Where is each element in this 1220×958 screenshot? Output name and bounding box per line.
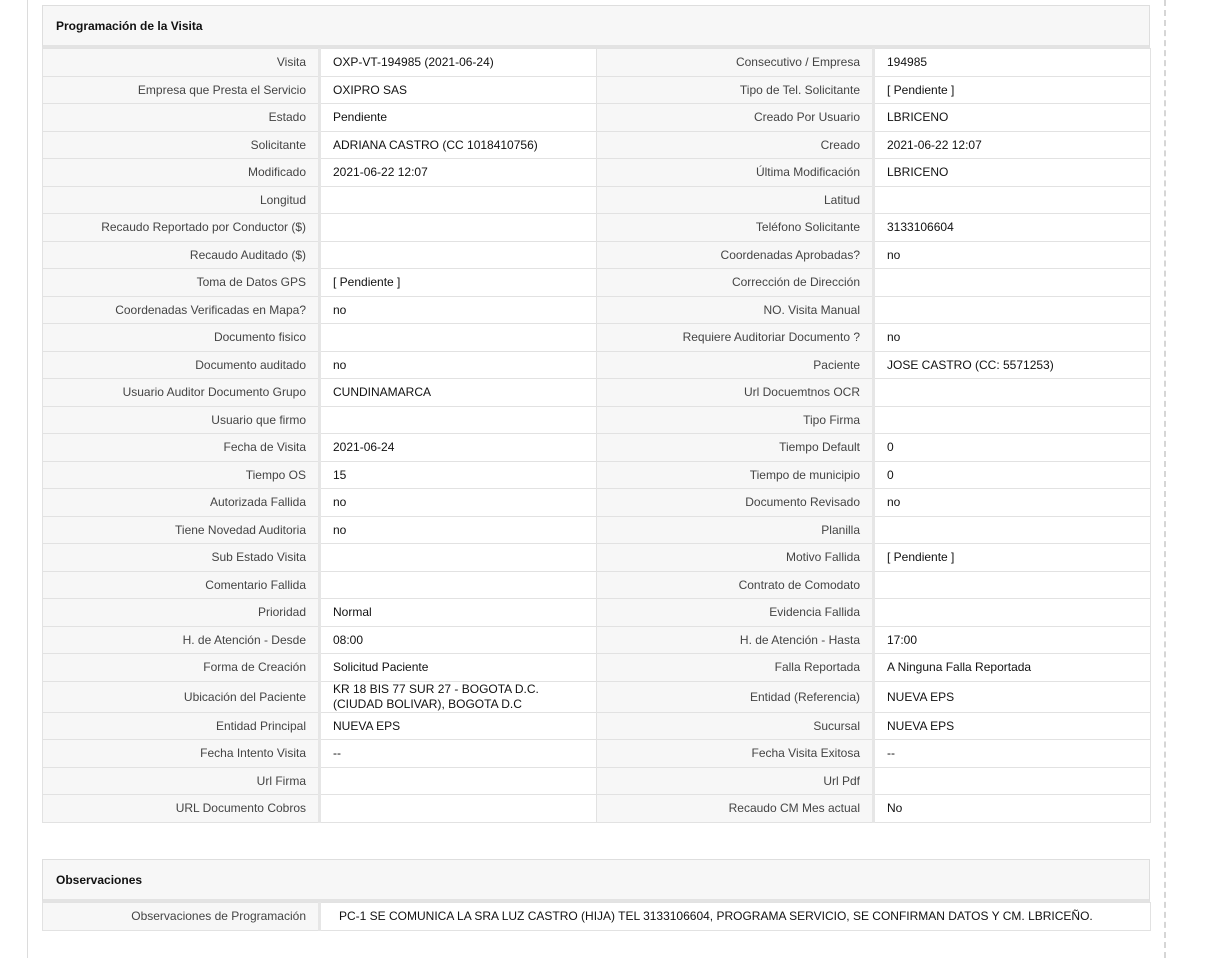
field-label: Latitud bbox=[597, 186, 874, 214]
field-label: Consecutivo / Empresa bbox=[597, 49, 874, 77]
field-label: Prioridad bbox=[43, 599, 320, 627]
field-value: 2021-06-24 bbox=[320, 434, 597, 462]
table-row bbox=[43, 214, 1151, 242]
field-value: NUEVA EPS bbox=[320, 712, 597, 740]
field-label: Creado Por Usuario bbox=[597, 104, 874, 132]
field-value bbox=[320, 186, 597, 214]
field-label: Entidad Principal bbox=[43, 712, 320, 740]
table-row bbox=[43, 351, 1151, 379]
field-label: Falla Reportada bbox=[597, 654, 874, 682]
table-row bbox=[43, 434, 1151, 462]
field-value: KR 18 BIS 77 SUR 27 - BOGOTA D.C. (CIUDAD BOLIVAR), BOGOTA D.C bbox=[320, 681, 597, 712]
field-value: NUEVA EPS bbox=[874, 712, 1151, 740]
field-label: Motivo Fallida bbox=[597, 544, 874, 572]
observations-table bbox=[42, 902, 1151, 931]
field-label: Planilla bbox=[597, 516, 874, 544]
table-row bbox=[43, 241, 1151, 269]
field-label: Paciente bbox=[597, 351, 874, 379]
field-value: -- bbox=[320, 740, 597, 768]
field-label: Visita bbox=[43, 49, 320, 77]
field-label: Contrato de Comodato bbox=[597, 571, 874, 599]
field-value: OXP-VT-194985 (2021-06-24) bbox=[320, 49, 597, 77]
field-label: Documento Revisado bbox=[597, 489, 874, 517]
table-row bbox=[43, 516, 1151, 544]
field-value: LBRICENO bbox=[874, 104, 1151, 132]
field-value: 2021-06-22 12:07 bbox=[874, 131, 1151, 159]
field-value: CUNDINAMARCA bbox=[320, 379, 597, 407]
field-value bbox=[320, 406, 597, 434]
field-value bbox=[320, 241, 597, 269]
field-value: Normal bbox=[320, 599, 597, 627]
field-value bbox=[874, 516, 1151, 544]
field-value: No bbox=[874, 795, 1151, 823]
visit-schedule-panel bbox=[42, 5, 1150, 823]
field-label: Recaudo Auditado ($) bbox=[43, 241, 320, 269]
field-value: Pendiente bbox=[320, 104, 597, 132]
field-value: -- bbox=[874, 740, 1151, 768]
table-row bbox=[43, 76, 1151, 104]
table-row bbox=[43, 489, 1151, 517]
field-value bbox=[320, 544, 597, 572]
field-value: [ Pendiente ] bbox=[320, 269, 597, 297]
table-row bbox=[43, 379, 1151, 407]
field-label: Requiere Auditoriar Documento ? bbox=[597, 324, 874, 352]
field-value: ADRIANA CASTRO (CC 1018410756) bbox=[320, 131, 597, 159]
page-left-border bbox=[27, 0, 28, 958]
visit-schedule-title: Programación de la Visita bbox=[42, 5, 1150, 48]
table-row bbox=[43, 296, 1151, 324]
field-label: Forma de Creación bbox=[43, 654, 320, 682]
field-value: 17:00 bbox=[874, 626, 1151, 654]
field-label: Coordenadas Verificadas en Mapa? bbox=[43, 296, 320, 324]
field-label: Teléfono Solicitante bbox=[597, 214, 874, 242]
field-label: Sub Estado Visita bbox=[43, 544, 320, 572]
field-value: no bbox=[320, 296, 597, 324]
field-value: no bbox=[320, 351, 597, 379]
table-row bbox=[43, 269, 1151, 297]
field-value bbox=[320, 571, 597, 599]
field-label: Tipo de Tel. Solicitante bbox=[597, 76, 874, 104]
table-row bbox=[43, 324, 1151, 352]
field-label: Tiempo Default bbox=[597, 434, 874, 462]
field-value: A Ninguna Falla Reportada bbox=[874, 654, 1151, 682]
field-value: no bbox=[874, 324, 1151, 352]
field-label: NO. Visita Manual bbox=[597, 296, 874, 324]
field-label: Ubicación del Paciente bbox=[43, 681, 320, 712]
field-label: Longitud bbox=[43, 186, 320, 214]
table-row bbox=[43, 49, 1151, 77]
field-value: 2021-06-22 12:07 bbox=[320, 159, 597, 187]
table-row bbox=[43, 406, 1151, 434]
field-value bbox=[874, 186, 1151, 214]
field-label: Solicitante bbox=[43, 131, 320, 159]
table-row bbox=[43, 461, 1151, 489]
field-value bbox=[874, 767, 1151, 795]
field-value bbox=[320, 795, 597, 823]
table-row bbox=[43, 104, 1151, 132]
table-row bbox=[43, 626, 1151, 654]
field-value: Solicitud Paciente bbox=[320, 654, 597, 682]
table-row bbox=[43, 795, 1151, 823]
field-value: 08:00 bbox=[320, 626, 597, 654]
field-label: Tipo Firma bbox=[597, 406, 874, 434]
field-value: no bbox=[874, 489, 1151, 517]
field-value: LBRICENO bbox=[874, 159, 1151, 187]
field-value: 15 bbox=[320, 461, 597, 489]
field-label: Url Pdf bbox=[597, 767, 874, 795]
page-right-dashed-border bbox=[1164, 0, 1166, 958]
table-row bbox=[43, 767, 1151, 795]
field-label: H. de Atención - Desde bbox=[43, 626, 320, 654]
field-label: Documento auditado bbox=[43, 351, 320, 379]
field-value: [ Pendiente ] bbox=[874, 544, 1151, 572]
field-value bbox=[874, 571, 1151, 599]
field-label: Toma de Datos GPS bbox=[43, 269, 320, 297]
field-label: Tiempo OS bbox=[43, 461, 320, 489]
field-label: H. de Atención - Hasta bbox=[597, 626, 874, 654]
table-row bbox=[43, 903, 1151, 931]
field-label: Fecha Intento Visita bbox=[43, 740, 320, 768]
observations-panel bbox=[42, 859, 1150, 931]
field-label: Url Firma bbox=[43, 767, 320, 795]
field-value: no bbox=[874, 241, 1151, 269]
field-value: JOSE CASTRO (CC: 5571253) bbox=[874, 351, 1151, 379]
field-label: Recaudo CM Mes actual bbox=[597, 795, 874, 823]
field-label: Autorizada Fallida bbox=[43, 489, 320, 517]
field-label: Url Docuemtnos OCR bbox=[597, 379, 874, 407]
table-row bbox=[43, 159, 1151, 187]
field-label: Evidencia Fallida bbox=[597, 599, 874, 627]
field-value: OXIPRO SAS bbox=[320, 76, 597, 104]
table-row bbox=[43, 571, 1151, 599]
field-label: Tiempo de municipio bbox=[597, 461, 874, 489]
field-value: 194985 bbox=[874, 49, 1151, 77]
field-value bbox=[320, 324, 597, 352]
field-value: 3133106604 bbox=[874, 214, 1151, 242]
field-label: Corrección de Dirección bbox=[597, 269, 874, 297]
field-label: Comentario Fallida bbox=[43, 571, 320, 599]
field-label: Tiene Novedad Auditoria bbox=[43, 516, 320, 544]
field-label: Coordenadas Aprobadas? bbox=[597, 241, 874, 269]
table-row bbox=[43, 544, 1151, 572]
table-row bbox=[43, 186, 1151, 214]
field-value: [ Pendiente ] bbox=[874, 76, 1151, 104]
field-label: Recaudo Reportado por Conductor ($) bbox=[43, 214, 320, 242]
field-label: Fecha Visita Exitosa bbox=[597, 740, 874, 768]
field-value: no bbox=[320, 489, 597, 517]
field-value bbox=[320, 214, 597, 242]
visit-details-table bbox=[42, 48, 1151, 823]
field-label: Empresa que Presta el Servicio bbox=[43, 76, 320, 104]
field-value bbox=[874, 406, 1151, 434]
table-row bbox=[43, 654, 1151, 682]
field-label: URL Documento Cobros bbox=[43, 795, 320, 823]
field-label: Observaciones de Programación bbox=[43, 903, 320, 931]
table-row bbox=[43, 681, 1151, 712]
field-value bbox=[874, 296, 1151, 324]
field-label: Fecha de Visita bbox=[43, 434, 320, 462]
field-value: PC-1 SE COMUNICA LA SRA LUZ CASTRO (HIJA) TEL 3133106604, PROGRAMA SERVICIO, SE CONFIRMAN DATOS Y CM. LBRICEÑO. bbox=[320, 903, 1151, 931]
table-row bbox=[43, 131, 1151, 159]
field-label: Usuario Auditor Documento Grupo bbox=[43, 379, 320, 407]
field-value: no bbox=[320, 516, 597, 544]
field-value: 0 bbox=[874, 461, 1151, 489]
field-value bbox=[874, 269, 1151, 297]
field-label: Sucursal bbox=[597, 712, 874, 740]
table-row bbox=[43, 712, 1151, 740]
field-value bbox=[874, 379, 1151, 407]
field-value bbox=[874, 599, 1151, 627]
field-value: NUEVA EPS bbox=[874, 681, 1151, 712]
field-label: Última Modificación bbox=[597, 159, 874, 187]
field-label: Usuario que firmo bbox=[43, 406, 320, 434]
field-label: Entidad (Referencia) bbox=[597, 681, 874, 712]
field-value bbox=[320, 767, 597, 795]
field-label: Documento fisico bbox=[43, 324, 320, 352]
table-row bbox=[43, 599, 1151, 627]
field-value: 0 bbox=[874, 434, 1151, 462]
observations-title: Observaciones bbox=[42, 859, 1150, 902]
field-label: Estado bbox=[43, 104, 320, 132]
field-label: Modificado bbox=[43, 159, 320, 187]
field-label: Creado bbox=[597, 131, 874, 159]
table-row bbox=[43, 740, 1151, 768]
